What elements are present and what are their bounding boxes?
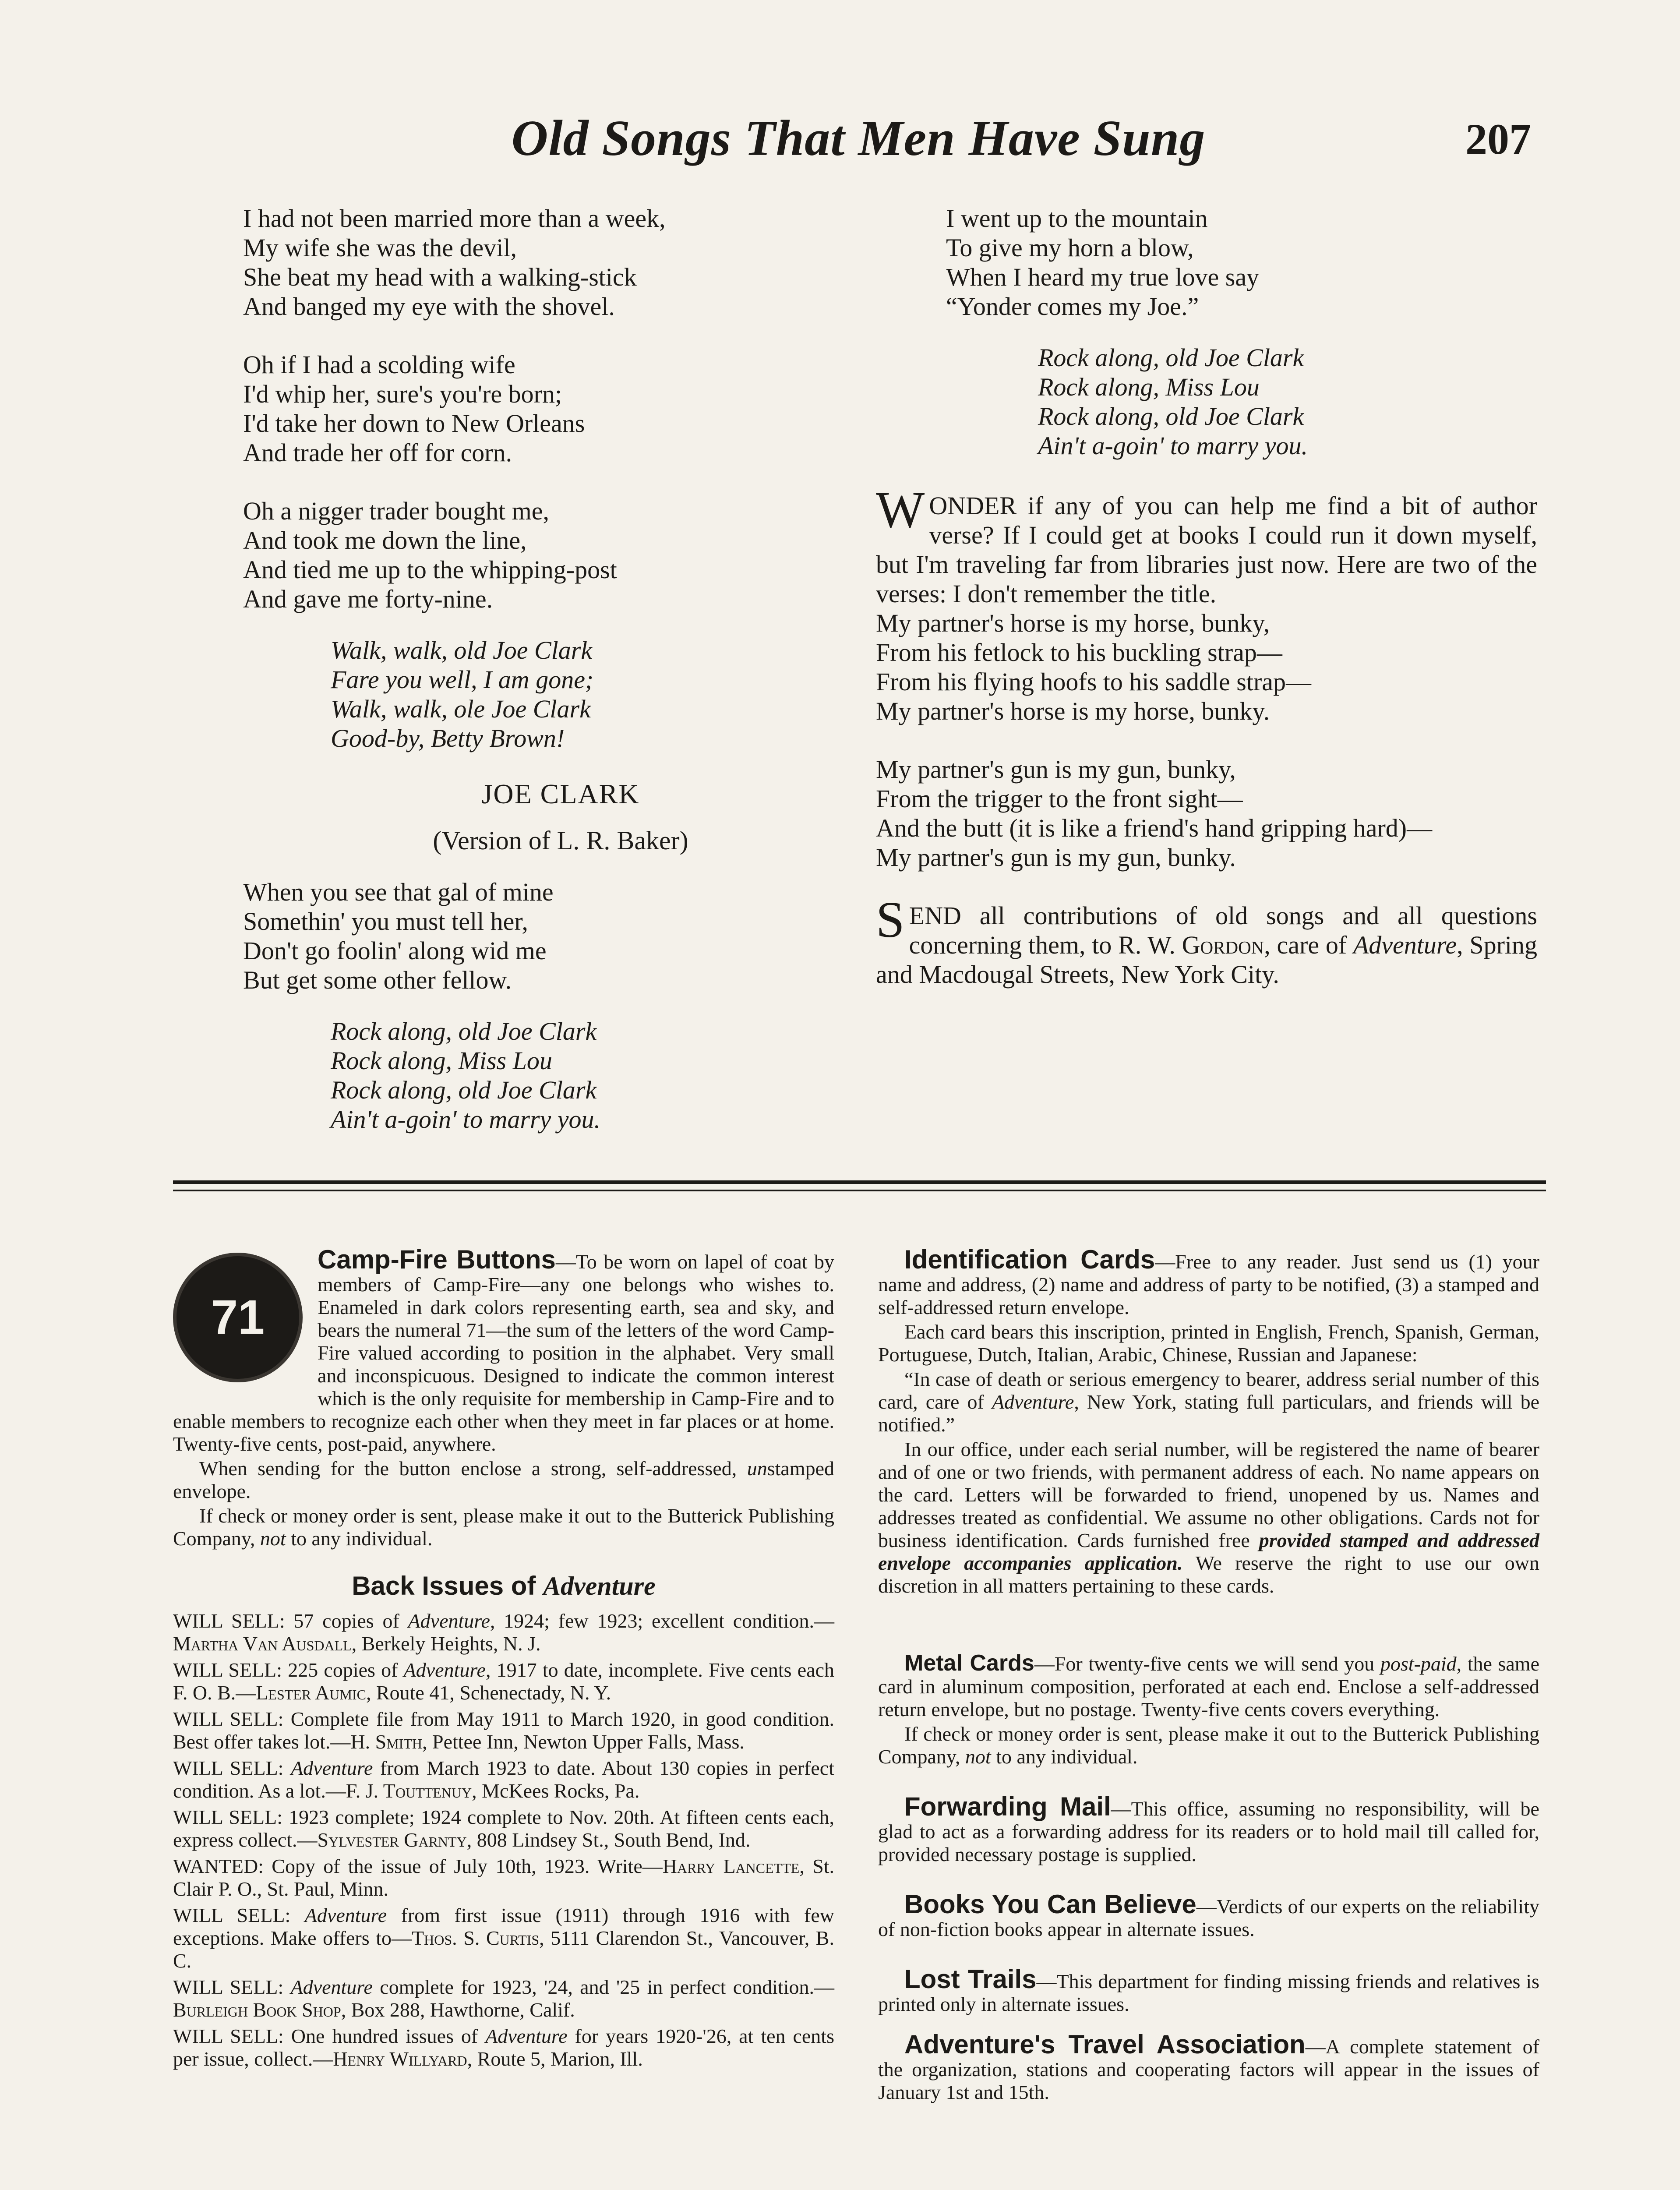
ad-text: , 1917 to date, incomplete. Five cents each F. O. B.— — [173, 1659, 834, 1704]
travel-heading: Adventure's Travel Association — [904, 2030, 1306, 2059]
campfire-paragraph — [173, 1505, 834, 1550]
verse-line: My wife she was the devil, — [243, 233, 517, 262]
refrain-line: Rock along, Miss Lou — [331, 1046, 552, 1075]
ad-text: WILL SELL: 225 copies of — [173, 1659, 404, 1681]
verse-line: When I heard my true love say — [946, 263, 1260, 291]
ad-text: WILL SELL: One hundred issues of — [173, 2025, 486, 2047]
metal-cards-text: post-paid — [1380, 1653, 1457, 1675]
wonder-text: ONDER if any of you can help me find a bit of author verse? If I could get at books I could run it down myself, but I'm traveling far from libraries just now. Here are two of the verses: I don't remember the title. — [876, 491, 1537, 608]
verse-line: Oh a nigger trader bought me, — [243, 497, 550, 525]
drop-cap: S — [876, 891, 905, 948]
magazine-name: Adventure — [485, 2025, 568, 2047]
lost-trails-heading: Lost Trails — [904, 1964, 1037, 1994]
ad-text: WILL SELL: — [173, 1904, 305, 1926]
separator-rule — [173, 1180, 1546, 1184]
verse-line: From the trigger to the front sight— — [876, 784, 1243, 813]
stanza-1 — [243, 204, 878, 321]
verse-line: And the butt (it is like a friend's hand gripping hard)— — [876, 814, 1433, 842]
verse-line: My partner's gun is my gun, bunky. — [876, 843, 1236, 872]
services-column — [878, 1245, 1540, 2105]
verse-line: And gave me forty-nine. — [243, 585, 493, 613]
verse-line: Don't go foolin' along wid me — [243, 936, 547, 965]
refrain-line: Fare you well, I am gone; — [331, 665, 594, 694]
verse-line: She beat my head with a walking-stick — [243, 263, 637, 291]
id-cards-text: Each card bears this inscription, printed in English, French, Spanish, German, Portuguese, Dutch, Italian, Arabic, Chinese, Russian and Japanese: — [878, 1321, 1539, 1366]
send-paragraph — [876, 891, 1537, 989]
left-song-column — [243, 204, 878, 1160]
books-text: —Verdicts of our experts on the reliability of non-fiction books appear in alternate issues. — [878, 1895, 1539, 1940]
refrain-line: Rock along, old Joe Clark — [331, 1076, 597, 1104]
advertiser-name: Sylvester Garnty — [317, 1829, 467, 1851]
editor-name: Gordon — [1182, 931, 1264, 959]
running-head — [0, 101, 1680, 188]
verse-line: From his flying hoofs to his saddle strap— — [876, 668, 1312, 696]
back-issue-ad — [173, 1708, 834, 1753]
ad-text: WILL SELL: 57 copies of — [173, 1610, 408, 1632]
verse-line: And banged my eye with the shovel. — [243, 292, 615, 321]
refrain-line: Rock along, old Joe Clark — [331, 1017, 597, 1046]
verse-line: From his fetlock to his buckling strap— — [876, 638, 1282, 667]
campfire-column — [173, 1245, 835, 2074]
heading-text: Back Issues of — [352, 1571, 544, 1600]
ad-text: , Berkely Heights, N. J. — [351, 1632, 541, 1655]
travel-text: —A complete statement of the organization, stations and cooperating factors will appear in the issues of January 1st and 15th. — [878, 2035, 1540, 2103]
verse-line: My partner's horse is my horse, bunky, — [876, 609, 1270, 637]
metal-cards-text: If check or money order is sent, please make it out to the Butterick Publishing Company, — [878, 1723, 1539, 1768]
lost-trails-text: —This department for finding missing friends and relatives is printed only in alternate issues. — [878, 1970, 1539, 2015]
stanza-4 — [243, 877, 878, 995]
ad-text: , St. Clair P. O., St. Paul, Minn. — [173, 1855, 834, 1900]
verse-line: My partner's horse is my horse, bunky. — [876, 697, 1270, 725]
books-paragraph — [878, 1890, 1539, 1941]
back-issue-ad — [173, 1806, 834, 1851]
magazine-name: Adventure — [403, 1659, 486, 1681]
metal-cards-paragraph — [878, 1652, 1539, 1721]
back-issue-ad — [173, 1757, 834, 1802]
advertiser-name: Henry Willyard — [333, 2048, 467, 2070]
metal-cards-text: , the same card in aluminum composition, perforated at each end. Enclose a self-addressed return envelope, but no postage. Twenty-five cents covers everything. — [878, 1653, 1539, 1720]
metal-cards-text: to any individual. — [991, 1745, 1138, 1768]
stanza-3 — [243, 496, 878, 614]
magazine-name: Adventure — [290, 1976, 373, 1998]
advertiser-name: Harry Lancette — [662, 1855, 800, 1877]
ad-text: complete for 1923, '24, and '25 in perfect condition.— — [372, 1976, 834, 1998]
back-issue-ad — [173, 2025, 834, 2070]
separator-rule — [173, 1190, 1546, 1191]
refrain-3 — [876, 343, 1537, 460]
id-cards-paragraph — [878, 1368, 1539, 1436]
refrain-1 — [243, 636, 878, 753]
refrain-line: Rock along, old Joe Clark — [1038, 343, 1304, 372]
wonder-paragraph — [876, 481, 1537, 608]
partner-verse-2 — [876, 755, 1537, 872]
verse-line: And took me down the line, — [243, 526, 527, 555]
stanza-5 — [876, 204, 1537, 321]
refrain-2 — [243, 1017, 878, 1134]
forwarding-heading: Forwarding Mail — [904, 1792, 1111, 1821]
verse-line: When you see that gal of mine — [243, 878, 554, 906]
id-cards-text: provided stamped and addressed envelope accompanies application. — [878, 1529, 1540, 1574]
ad-text: , Route 41, Schenectady, N. Y. — [366, 1681, 611, 1704]
heading-text: Adventure — [543, 1572, 656, 1600]
advertiser-name: Martha Van Ausdall — [173, 1632, 352, 1655]
ad-text: for years 1920-'26, at ten cents per issue, collect.— — [173, 2025, 834, 2070]
advertiser-name: Lester Aumic — [256, 1681, 366, 1704]
forwarding-paragraph — [878, 1792, 1539, 1866]
verse-line: Somethin' you must tell her, — [243, 907, 528, 936]
send-text: , Spring and Macdougal Streets, New York City. — [876, 931, 1537, 989]
refrain-line: Walk, walk, ole Joe Clark — [331, 695, 591, 723]
id-cards-text: We reserve the right to use our own discretion in all matters pertaining to these cards. — [878, 1552, 1540, 1597]
ad-text: WILL SELL: 1923 complete; 1924 complete to Nov. 20th. At fifteen cents each, express collect.— — [173, 1806, 834, 1851]
forwarding-text: —This office, assuming no responsibility, will be glad to act as a forwarding address for its readers or to hold mail till called for, provided necessary postage is supplied. — [878, 1798, 1539, 1865]
verse-line: Oh if I had a scolding wife — [243, 350, 515, 379]
advertiser-name: Burleigh Book Shop — [173, 1999, 341, 2021]
campfire-heading: Camp-Fire Buttons — [318, 1245, 556, 1274]
books-heading: Books You Can Believe — [904, 1890, 1196, 1919]
ad-text: , Box 288, Hawthorne, Calif. — [341, 1999, 575, 2021]
partner-verse-1 — [876, 608, 1537, 726]
drop-cap: W — [876, 481, 925, 538]
refrain-line: Rock along, Miss Lou — [1038, 373, 1260, 401]
campfire-paragraph — [173, 1457, 834, 1503]
back-issue-ad — [173, 1904, 834, 1972]
campfire-text: If check or money order is sent, please make it out to the Butterick Publishing Company, — [173, 1505, 834, 1550]
back-issue-ad — [173, 1976, 834, 2021]
campfire-text: un — [747, 1457, 767, 1480]
refrain-line: Ain't a-goin' to marry you. — [331, 1105, 601, 1134]
verse-line: I had not been married more than a week, — [243, 204, 666, 233]
magazine-name: Adventure — [992, 1391, 1074, 1413]
verse-line: I'd whip her, sure's you're born; — [243, 380, 562, 408]
back-issue-ad — [173, 1659, 834, 1704]
verse-line: My partner's gun is my gun, bunky, — [876, 755, 1236, 784]
id-cards-text: “In case of death or serious emergency to bearer, address serial number of this card, care of — [878, 1368, 1539, 1413]
send-text: END all contributions of old songs and all questions concerning them, to R. W. — [909, 901, 1537, 959]
campfire-text: to any individual. — [286, 1527, 433, 1550]
ad-text: , McKees Rocks, Pa. — [472, 1780, 640, 1802]
ad-text: WILL SELL: Complete file from May 1911 to March 1920, in good condition. Best offer takes lot.— — [173, 1708, 834, 1753]
id-cards-text: , New York, stating full particulars, and friends will be notified.” — [878, 1391, 1539, 1436]
ad-text: WILL SELL: — [173, 1757, 291, 1779]
verse-line: But get some other fellow. — [243, 966, 512, 994]
refrain-line: Ain't a-goin' to marry you. — [1038, 431, 1308, 460]
badge-number: 71 — [211, 1290, 265, 1344]
id-cards-paragraph — [878, 1245, 1539, 1319]
id-cards-heading: Identification Cards — [904, 1245, 1155, 1274]
right-song-column — [876, 204, 1537, 989]
metal-cards-paragraph — [878, 1723, 1539, 1768]
magazine-name: Adventure — [291, 1757, 373, 1779]
ad-text: from March 1923 to date. About 130 copies in perfect condition. As a lot.— — [173, 1757, 835, 1802]
refrain-line: Walk, walk, old Joe Clark — [331, 636, 593, 664]
ad-text: , 808 Lindsey St., South Bend, Ind. — [466, 1829, 751, 1851]
advertiser-name: H. Smith — [350, 1731, 422, 1753]
refrain-line: Good-by, Betty Brown! — [331, 724, 565, 752]
ad-text: from first issue (1911) through 1916 with few exceptions. Make offers to— — [173, 1904, 835, 1949]
ad-text: , 5111 Clarendon St., Vancouver, B. C. — [173, 1927, 834, 1972]
campfire-text: When sending for the button enclose a strong, self-addressed, — [199, 1457, 747, 1480]
page-title: Old Songs That Men Have Sung — [511, 110, 1206, 166]
ad-text: WILL SELL: — [173, 1976, 291, 1998]
magazine-name: Adventure — [304, 1904, 387, 1926]
verse-line: “Yonder comes my Joe.” — [946, 292, 1199, 321]
ad-text: WANTED: Copy of the issue of July 10th, 1923. Write— — [173, 1855, 663, 1877]
ad-text: , Route 5, Marion, Ill. — [467, 2048, 643, 2070]
back-issues-list — [173, 1610, 834, 2070]
metal-cards-heading: Metal Cards — [904, 1650, 1034, 1676]
back-issue-ad — [173, 1855, 834, 1900]
song-title: JOE CLARK — [481, 778, 640, 809]
id-cards-paragraph — [878, 1438, 1539, 1597]
id-cards-text: In our office, under each serial number, will be registered the name of bearer and of one or two friends, with permanent address of each. No name appears on the card. Letters will be forwarded to friend, unopened by us. Names and addresses treated as confidential. We assume no other obligations. Cards not for business identification. Cards furnished free — [878, 1438, 1539, 1551]
ad-text: , Pettee Inn, Newton Upper Falls, Mass. — [422, 1731, 745, 1753]
campfire-button-icon — [173, 1253, 303, 1382]
campfire-text: stamped envelope. — [173, 1457, 834, 1502]
song-version: (Version of L. R. Baker) — [433, 826, 688, 855]
lost-trails-paragraph — [878, 1964, 1539, 2016]
advertiser-name: Thos. S. Curtis — [412, 1927, 540, 1949]
verse-line: To give my horn a blow, — [946, 233, 1194, 262]
advertiser-name: F. J. Touttenuy — [346, 1780, 472, 1802]
campfire-badge — [173, 1253, 304, 1384]
refrain-line: Rock along, old Joe Clark — [1038, 402, 1304, 431]
verse-line: I went up to the mountain — [946, 204, 1208, 233]
metal-cards-text: —For twenty-five cents we will send you — [1034, 1653, 1380, 1675]
stanza-2 — [243, 350, 878, 467]
ad-text: , 1924; few 1923; excellent condition.— — [490, 1610, 834, 1632]
send-text: , care of — [1264, 931, 1353, 959]
magazine-name: Adventure — [408, 1610, 490, 1632]
back-issue-ad — [173, 1610, 834, 1655]
metal-cards-text: not — [965, 1745, 991, 1768]
verse-line: And tied me up to the whipping-post — [243, 555, 617, 584]
verse-line: And trade her off for corn. — [243, 438, 512, 467]
campfire-text: not — [260, 1527, 286, 1550]
back-issues-heading — [173, 1571, 834, 1600]
verse-line: I'd take her down to New Orleans — [243, 409, 585, 438]
id-cards-text: —Free to any reader. Just send us (1) your name and address, (2) name and address of party to be notified, (3) a stamped and self-addressed return envelope. — [878, 1250, 1539, 1318]
campfire-text: —To be worn on lapel of coat by members of Camp-Fire—any one belongs who wishes to. Enameled in dark colors representing earth, sea and sky, and bears the numeral 71—the sum of the letters of the word Camp-Fire valued according to position in the alphabet. Very small and inconspicuous. Designed to indicate the common interest which is the only requisite for membership in Camp-Fire and to enable members to recognize each other when they meet in far places or at home. Twenty-five cents, post-paid, anywhere. — [173, 1250, 835, 1455]
page-number: 207 — [1465, 115, 1531, 163]
travel-paragraph — [878, 2030, 1540, 2104]
magazine-name: Adventure — [1353, 931, 1457, 959]
